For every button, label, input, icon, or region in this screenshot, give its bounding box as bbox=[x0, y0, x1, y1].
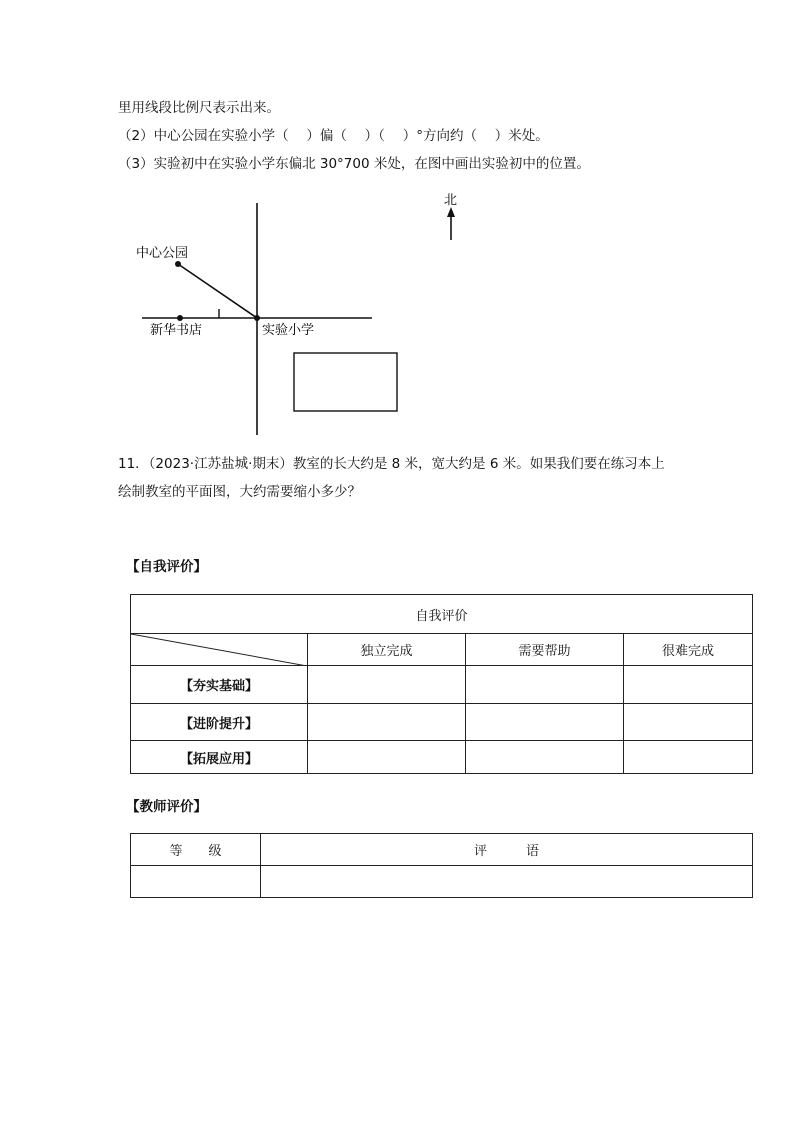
scale-box bbox=[294, 353, 397, 411]
question-3-line: （3）实验初中在实验小学东偏北 30°700 米处，在图中画出实验初中的位置。 bbox=[118, 156, 590, 172]
diagonal-header-cell bbox=[131, 634, 308, 666]
table-cell[interactable] bbox=[466, 666, 624, 704]
self-eval-title: 【自我评价】 bbox=[126, 559, 207, 575]
instruction-line-1: 里用线段比例尺表示出来。 bbox=[118, 100, 280, 116]
park-label: 中心公园 bbox=[136, 246, 189, 261]
row-label-extension: 【拓展应用】 bbox=[131, 741, 308, 774]
diagonal-line bbox=[131, 634, 307, 666]
comment-header: 评 语 bbox=[261, 834, 753, 866]
school-point bbox=[254, 315, 260, 321]
north-label: 北 bbox=[444, 193, 458, 208]
bookstore-label: 新华书店 bbox=[150, 323, 203, 338]
teacher-eval-table bbox=[130, 833, 753, 898]
north-arrow-head bbox=[447, 207, 455, 217]
table-cell[interactable] bbox=[308, 666, 466, 704]
question-2-line: （2）中心公园在实验小学（ ）偏（ ）（ ）°方向约（ ）米处。 bbox=[118, 128, 549, 144]
row-label-advanced: 【进阶提升】 bbox=[131, 704, 308, 741]
col-header-need-help: 需要帮助 bbox=[466, 634, 624, 666]
col-header-hard: 很难完成 bbox=[624, 634, 753, 666]
teacher-eval-title: 【教师评价】 bbox=[126, 799, 207, 815]
park-direction-line bbox=[178, 264, 257, 318]
table-cell[interactable] bbox=[308, 704, 466, 741]
map-diagram bbox=[120, 185, 600, 440]
comment-cell[interactable] bbox=[261, 866, 753, 898]
table-cell[interactable] bbox=[466, 704, 624, 741]
park-point bbox=[175, 261, 181, 267]
table-cell[interactable] bbox=[624, 741, 753, 774]
bookstore-point bbox=[177, 315, 183, 321]
self-eval-table-title: 自我评价 bbox=[131, 595, 753, 634]
grade-cell[interactable] bbox=[131, 866, 261, 898]
school-label: 实验小学 bbox=[262, 323, 315, 338]
question-11-line-2: 绘制教室的平面图，大约需要缩小多少？ bbox=[118, 484, 361, 500]
col-header-independent: 独立完成 bbox=[308, 634, 466, 666]
table-cell[interactable] bbox=[308, 741, 466, 774]
table-cell[interactable] bbox=[624, 704, 753, 741]
table-cell[interactable] bbox=[466, 741, 624, 774]
table-cell[interactable] bbox=[624, 666, 753, 704]
question-11-line-1: 11．（2023·江苏盐城·期末）教室的长大约是 8 米，宽大约是 6 米。如果我们要在练习本上 bbox=[118, 456, 665, 472]
grade-header: 等 级 bbox=[131, 834, 261, 866]
self-eval-table bbox=[130, 594, 753, 774]
row-label-basic: 【夯实基础】 bbox=[131, 666, 308, 704]
